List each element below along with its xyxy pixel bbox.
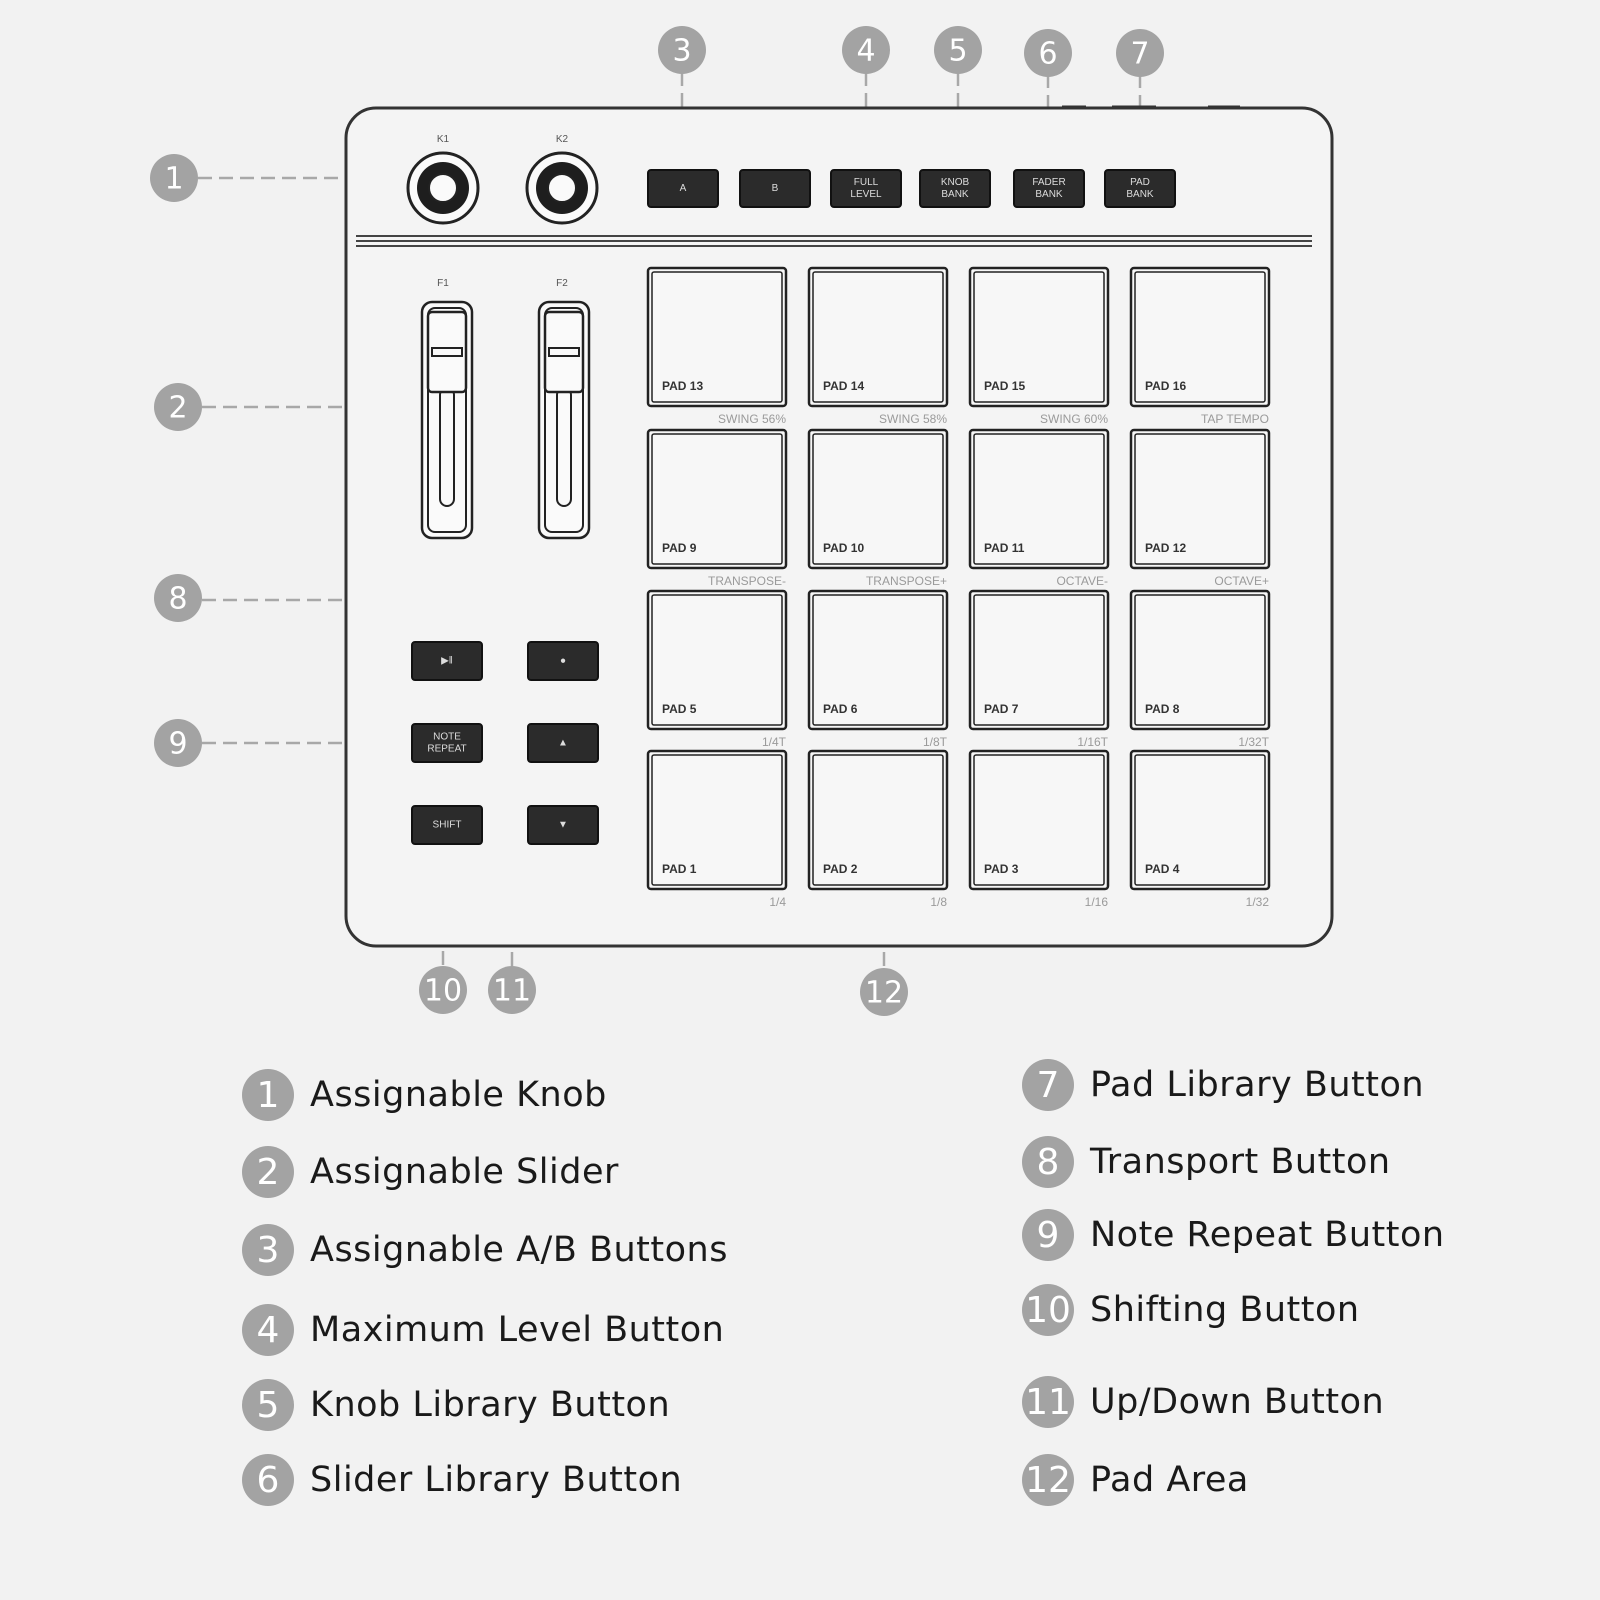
full-level-button-label: FULL [853, 177, 879, 188]
svg-text:10: 10 [423, 973, 463, 1009]
full-level-button-label: LEVEL [850, 189, 882, 200]
pad-label: PAD 15 [984, 379, 1026, 393]
callout-9 [154, 719, 202, 767]
pad-label: PAD 6 [823, 702, 858, 716]
pad[interactable] [809, 751, 947, 909]
pad-shift-function: TRANSPOSE- [707, 574, 786, 588]
legend-item [1022, 1454, 1249, 1506]
pad-shift-function: SWING 60% [1039, 412, 1108, 426]
pad-label: PAD 5 [662, 702, 697, 716]
pad-shift-function: SWING 58% [878, 412, 947, 426]
legend-number: 4 [242, 1304, 294, 1356]
pad-label: PAD 3 [984, 862, 1019, 876]
callout-7 [1116, 29, 1164, 77]
legend-number: 11 [1022, 1376, 1074, 1428]
legend-label: Assignable Slider [310, 1152, 619, 1192]
legend-item [242, 1304, 724, 1356]
legend-label: Knob Library Button [310, 1385, 671, 1425]
b-button-label: B [771, 183, 779, 194]
pad-shift-function: 1/32T [1238, 735, 1269, 749]
legend-item [242, 1379, 670, 1431]
fader-bank-button-label: FADER [1032, 177, 1066, 188]
legend-number: 3 [242, 1224, 294, 1276]
pad-label: PAD 14 [823, 379, 865, 393]
down-button-label: ▼ [558, 819, 568, 831]
svg-text:12: 12 [864, 975, 904, 1011]
legend-label: Assignable Knob [310, 1075, 607, 1115]
callout-5 [934, 26, 982, 74]
svg-text:3: 3 [672, 33, 692, 69]
pad-label: PAD 9 [662, 541, 697, 555]
legend-item [242, 1069, 607, 1121]
knob-label: K1 [436, 134, 450, 145]
shift-button[interactable] [412, 806, 482, 844]
legend-number: 7 [1022, 1059, 1074, 1111]
pad[interactable] [648, 751, 786, 909]
pad-label: PAD 8 [1145, 702, 1180, 716]
legend-number: 10 [1022, 1284, 1074, 1336]
svg-text:7: 7 [1130, 36, 1150, 72]
fader-f1[interactable] [422, 278, 472, 538]
pad-shift-function: 1/4 [769, 895, 786, 909]
legend-label: Slider Library Button [310, 1460, 683, 1500]
svg-text:6: 6 [1038, 36, 1058, 72]
callout-4 [842, 26, 890, 74]
svg-text:11: 11 [492, 973, 532, 1009]
pad[interactable] [1131, 751, 1269, 909]
legend-item [1022, 1136, 1391, 1188]
legend-label: Pad Area [1090, 1460, 1249, 1500]
legend-number: 12 [1022, 1454, 1074, 1506]
pad-label: PAD 13 [662, 379, 704, 393]
full-level-button[interactable] [831, 170, 901, 207]
pad[interactable] [809, 430, 947, 588]
knob-bank-button-label: BANK [941, 189, 969, 200]
legend-item [1022, 1284, 1360, 1336]
svg-text:5: 5 [948, 33, 968, 69]
pad-label: PAD 16 [1145, 379, 1187, 393]
knob-label: K2 [555, 134, 569, 145]
svg-text:2: 2 [168, 390, 188, 426]
legend-item [242, 1146, 619, 1198]
legend-label: Shifting Button [1090, 1290, 1360, 1330]
pad-label: PAD 7 [984, 702, 1019, 716]
up-button-label: ▲ [558, 737, 568, 749]
knob-bank-button-label: KNOB [940, 177, 970, 188]
pad-shift-function: 1/4T [761, 735, 786, 749]
pad-bank-button-label: PAD [1130, 177, 1150, 188]
legend-number: 6 [242, 1454, 294, 1506]
pad[interactable] [1131, 430, 1269, 588]
legend-item [1022, 1059, 1424, 1111]
pad-bank-button[interactable] [1105, 170, 1175, 207]
legend-label: Pad Library Button [1090, 1065, 1425, 1105]
svg-text:8: 8 [168, 581, 188, 617]
fader-f2[interactable] [539, 278, 589, 538]
pad[interactable] [970, 751, 1108, 909]
callout-1 [150, 154, 198, 202]
fader-bank-button-label: BANK [1035, 189, 1063, 200]
legend-label: Assignable A/B Buttons [310, 1230, 728, 1270]
pad-shift-function: OCTAVE- [1056, 574, 1108, 588]
legend-label: Maximum Level Button [310, 1310, 725, 1350]
svg-text:1: 1 [164, 161, 184, 197]
pad-label: PAD 4 [1145, 862, 1180, 876]
shift-button-label: SHIFT [432, 819, 462, 831]
legend-item [242, 1454, 682, 1506]
pad-shift-function: 1/32 [1245, 895, 1269, 909]
pad[interactable] [648, 591, 787, 749]
legend-number: 9 [1022, 1209, 1074, 1261]
legend-number: 1 [242, 1069, 294, 1121]
fader-label: F2 [556, 278, 568, 289]
a-button[interactable] [648, 170, 718, 207]
down-button[interactable] [528, 806, 598, 844]
legend-item [1022, 1209, 1445, 1261]
svg-text:9: 9 [168, 726, 188, 762]
pad-shift-function: 1/16T [1077, 735, 1108, 749]
pad[interactable] [970, 268, 1108, 426]
callout-3 [658, 26, 706, 74]
pad-shift-function: 1/16 [1084, 895, 1108, 909]
pad-bank-button-label: BANK [1126, 189, 1154, 200]
a-button-label: A [679, 183, 687, 194]
pad-shift-function: 1/8 [930, 895, 947, 909]
pad-label: PAD 10 [823, 541, 865, 555]
legend-number: 2 [242, 1146, 294, 1198]
pad[interactable] [809, 591, 948, 749]
callout-8 [154, 574, 202, 622]
fader-bank-button[interactable] [1014, 170, 1084, 207]
note-repeat-button-label: NOTE [433, 731, 461, 743]
pad[interactable] [1131, 591, 1270, 749]
legend-label: Transport Button [1090, 1142, 1391, 1182]
pad-shift-function: TAP TEMPO [1200, 412, 1269, 426]
b-button[interactable] [740, 170, 810, 207]
pad-label: PAD 11 [984, 541, 1025, 555]
pad-label: PAD 2 [823, 862, 858, 876]
callout-12 [860, 968, 908, 1016]
fader-label: F1 [437, 278, 449, 289]
note-repeat-button-label: REPEAT [427, 743, 467, 755]
callout-10 [419, 966, 467, 1014]
pad-shift-function: OCTAVE+ [1214, 574, 1269, 588]
legend-label: Note Repeat Button [1090, 1215, 1445, 1255]
callout-2 [154, 383, 202, 431]
pad-shift-function: TRANSPOSE+ [865, 574, 947, 588]
pad-label: PAD 1 [662, 862, 697, 876]
pad-label: PAD 12 [1145, 541, 1187, 555]
pad[interactable] [970, 591, 1109, 749]
legend-label: Up/Down Button [1090, 1382, 1385, 1422]
callout-11 [488, 966, 536, 1014]
legend-item [242, 1224, 728, 1276]
record-button-label: ● [559, 655, 567, 667]
legend-item [1022, 1376, 1384, 1428]
pad[interactable] [1131, 268, 1269, 426]
knob-bank-button[interactable] [920, 170, 990, 207]
pad[interactable] [648, 268, 786, 426]
legend-number: 8 [1022, 1136, 1074, 1188]
pad[interactable] [648, 430, 786, 588]
play-pause-button-label: ▶ǁ [441, 655, 453, 667]
pad-shift-function: SWING 56% [717, 412, 786, 426]
pad[interactable] [809, 268, 947, 426]
play-pause-button[interactable] [412, 642, 482, 680]
callout-6 [1024, 29, 1072, 77]
pad[interactable] [970, 430, 1108, 588]
pad-shift-function: 1/8T [922, 735, 947, 749]
up-button[interactable] [528, 724, 598, 762]
legend-number: 5 [242, 1379, 294, 1431]
svg-text:4: 4 [856, 33, 876, 69]
note-repeat-button[interactable] [412, 724, 482, 762]
record-button[interactable] [528, 642, 598, 680]
